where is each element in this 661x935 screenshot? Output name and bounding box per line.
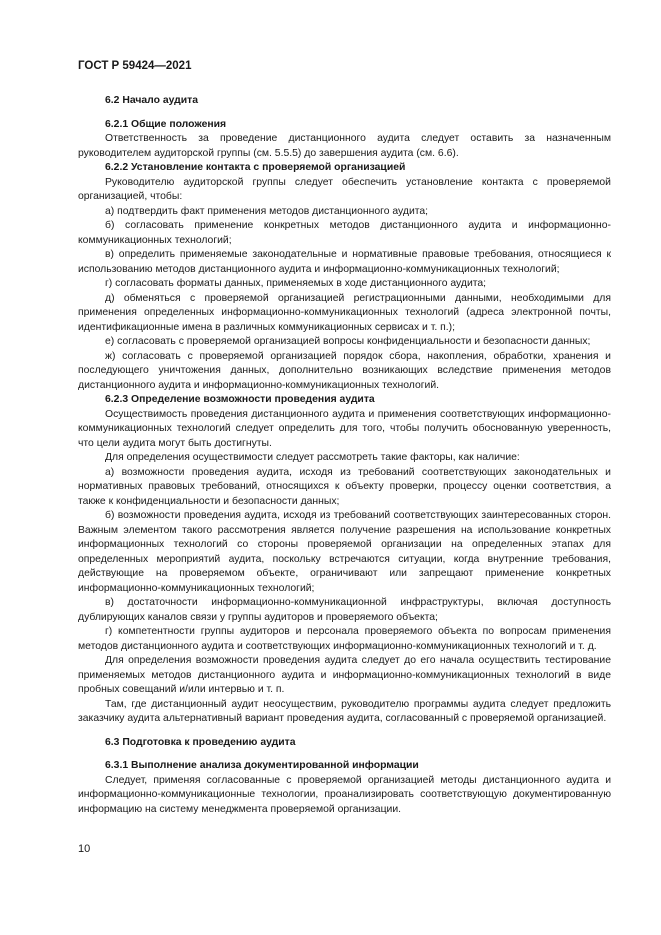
list-item: ж) согласовать с проверяемой организацией порядок сбора, накопления, обработки, хранения и последующего уничтожения данных, дополнительно возникающих вследствие применения методов дистанционного аудита и информационно-коммуникационных технологий. bbox=[78, 350, 611, 391]
paragraph: Осуществимость проведения дистанционного аудита и применения соответствующих информационно-коммуникационных технологий следует определить для того, чтобы получить обоснованную уверенность, что цели аудита могут быть достигнуты. bbox=[78, 408, 611, 449]
list-item: е) согласовать с проверяемой организацией вопросы конфиденциальности и безопасности данных; bbox=[105, 336, 591, 347]
list-item: д) обменяться с проверяемой организацией регистрационными данными, необходимыми для применения определенных информационно-коммуникационных технологий (адреса электронной почты, идентификационные имена в различных коммуникационных сервисах и т. п.); bbox=[78, 292, 611, 333]
list-item: г) компетентности группы аудиторов и персонала проверяемого объекта по вопросам применения методов дистанционного аудита и соответствующих информационно-коммуникационных технологий и т. д. bbox=[78, 626, 611, 652]
list-item: г) согласовать форматы данных, применяемых в ходе дистанционного аудита; bbox=[105, 278, 487, 289]
section-gap bbox=[78, 727, 611, 736]
section-6-3-1-title: 6.3.1 Выполнение анализа документированной информации bbox=[105, 760, 419, 771]
paragraph: Руководителю аудиторской группы следует обеспечить установление контакта с проверяемой организацией, чтобы: bbox=[78, 176, 611, 202]
list-item: в) определить применяемые законодательные и нормативные правовые требования, относящиеся к использованию методов дистанционного аудита и информационно-коммуникационных технологий; bbox=[78, 249, 611, 275]
list-item: б) согласовать применение конкретных методов дистанционного аудита и информационно-коммуникационных технологий; bbox=[78, 220, 611, 246]
section-6-2-2-title: 6.2.2 Установление контакта с проверяемой организацией bbox=[105, 162, 406, 173]
paragraph: Для определения возможности проведения аудита следует до его начала осуществить тестирование применяемых методов дистанционного аудита и информационно-коммуникационных технологий в виде пробных совещаний и/или интервью и т. п. bbox=[78, 655, 611, 695]
list-item: а) подтвердить факт применения методов дистанционного аудита; bbox=[105, 205, 429, 217]
paragraph: Следует, применяя согласованные с проверяемой организацией методы дистанционного аудита и информационно-коммуникационные технологии, проанализировать соответствующую документированную информацию на систему менеджмента проверяемой организации. bbox=[78, 774, 611, 815]
list-item: б) возможности проведения аудита, исходя из требований соответствующих заинтересованных сторон. Важным элементом такого рассмотрения является получение разрешения на использование конкретных информационных технологий со стороны проверяемой организации на определенных этапах для определенных мероприятий аудита, поскольку встречаются ситуации, когда внутренние требования, действующие на проверяемом объекте, ограничивают или запрещают применение конкретных информационно-коммуникационных технологий; bbox=[78, 510, 611, 594]
paragraph: Там, где дистанционный аудит неосуществим, руководителю программы аудита следует предложить заказчику аудита альтернативный вариант проведения аудита, согласованный с проверяемой организацией. bbox=[78, 698, 611, 724]
section-6-2-1-title: 6.2.1 Общие положения bbox=[105, 118, 227, 130]
paragraph: Ответственность за проведение дистанционного аудита следует оставить за назначенным руководителем аудиторской группы (см. 5.5.5) до завершения аудита (см. 6.6). bbox=[78, 133, 611, 159]
document-body bbox=[78, 94, 611, 817]
paragraph: Для определения осуществимости следует рассмотреть такие факторы, как наличие: bbox=[105, 452, 520, 463]
section-6-2-3-title: 6.2.3 Определение возможности проведения аудита bbox=[105, 394, 375, 405]
list-item: а) возможности проведения аудита, исходя из требований соответствующих законодательных и нормативных правовых требований, относящихся к объекту проверки, процессу оценки соответствия, а также к конфиденциальности и безопасности данных; bbox=[78, 466, 611, 507]
section-6-2-title: 6.2 Начало аудита bbox=[105, 95, 199, 106]
section-6-3-title: 6.3 Подготовка к проведению аудита bbox=[105, 736, 296, 748]
standard-header: ГОСТ Р 59424—2021 bbox=[78, 60, 192, 72]
page-number: 10 bbox=[78, 843, 91, 855]
list-item: в) достаточности информационно-коммуникационной инфраструктуры, включая доступность дублирующих каналов связи у группы аудиторов и проверяемого объекта; bbox=[78, 597, 611, 623]
